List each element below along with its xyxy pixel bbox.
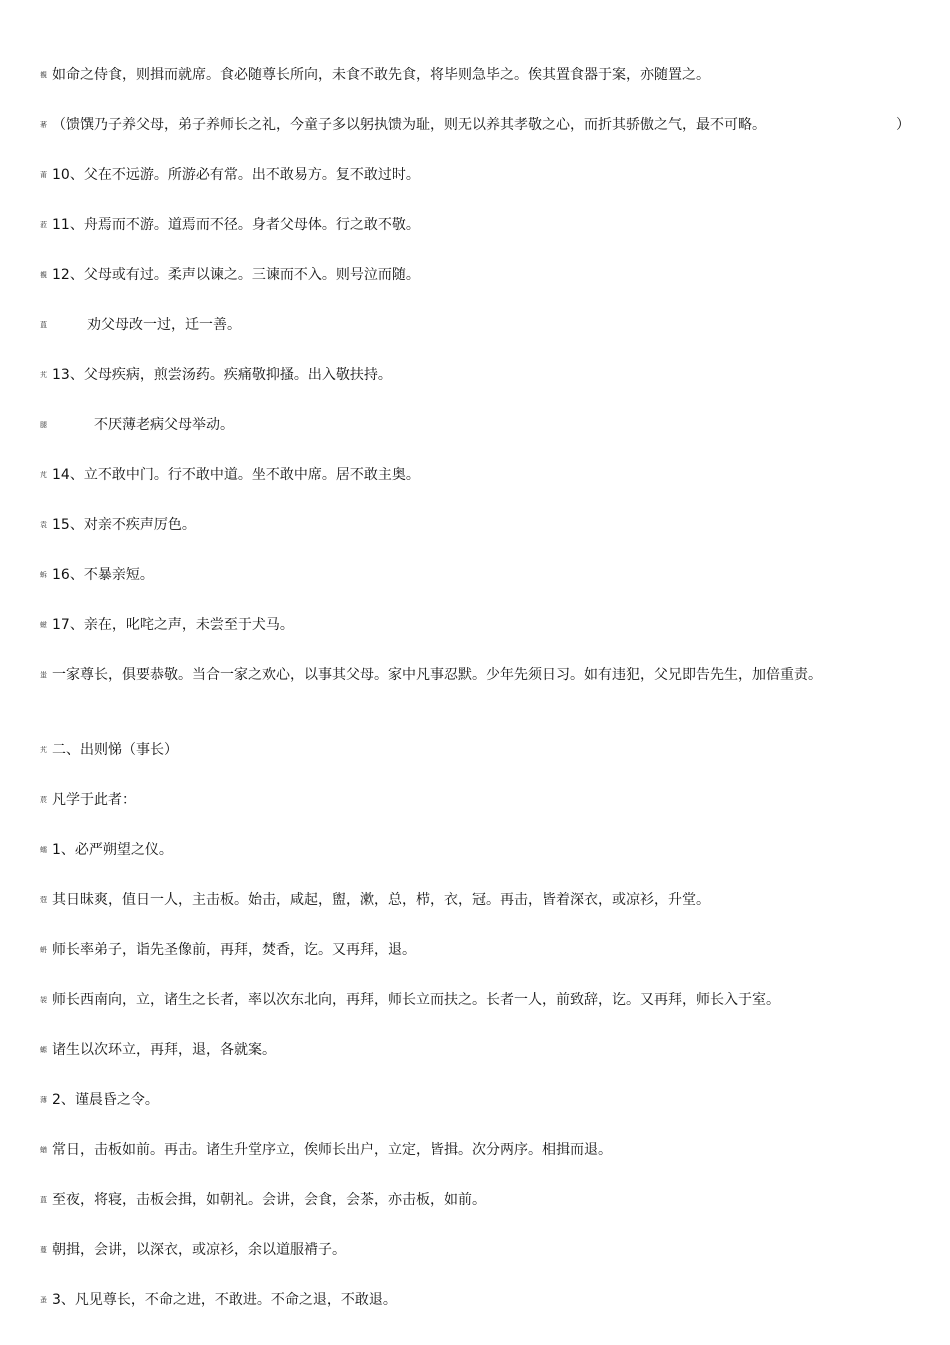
text-line bbox=[40, 363, 900, 387]
line-text: 1、必严朔望之仪。 bbox=[52, 842, 173, 858]
line-text: 11、舟焉而不游。道焉而不径。身者父母体。行之敢不敬。 bbox=[52, 217, 420, 233]
text-line bbox=[40, 888, 900, 912]
text-line bbox=[40, 463, 900, 487]
line-marker: 莀 bbox=[40, 796, 46, 804]
line-marker: 覩 bbox=[40, 271, 46, 279]
line-marker: 蝤 bbox=[40, 1146, 46, 1154]
line-text: 师长西南向，立，诸生之长者，率以次东北向，再拜，师长立而扶之。长者一人，前致辞，讫。又再拜，师长入于室。 bbox=[52, 992, 780, 1008]
closing-paren: ） bbox=[896, 117, 910, 133]
line-marker: 蠕 bbox=[40, 846, 46, 854]
line-text: 二、出则悌（事长） bbox=[52, 742, 178, 758]
line-marker: 薄 bbox=[40, 1096, 46, 1104]
line-marker: 蚩 bbox=[40, 671, 46, 679]
line-text: （馈馔乃子养父母，弟子养师长之礼，今童子多以躬执馈为耻，则无以养其孝敬之心，而折其骄傲之气，最不可略。 bbox=[52, 117, 766, 133]
line-marker: 袈 bbox=[40, 996, 46, 1004]
text-line bbox=[40, 313, 900, 337]
line-text: 诸生以次环立，再拜，退，各就案。 bbox=[52, 1042, 276, 1058]
line-text: 凡学于此者： bbox=[52, 792, 136, 808]
line-marker: 覩 bbox=[40, 71, 46, 79]
text-line bbox=[40, 838, 900, 862]
line-marker: 蒀 bbox=[40, 1196, 46, 1204]
line-marker: 蒄 bbox=[40, 896, 46, 904]
text-line bbox=[40, 213, 900, 237]
line-text: 16、不暴亲短。 bbox=[52, 567, 154, 583]
line-marker: 艽 bbox=[40, 746, 46, 754]
line-text: 2、谨晨昏之令。 bbox=[52, 1092, 159, 1108]
line-text: 3、凡见尊长，不命之进，不敢进。不命之退，不敢退。 bbox=[52, 1292, 397, 1308]
line-text: 13、父母疾病，煎尝汤药。疾痛敬抑搔。出入敬扶持。 bbox=[52, 367, 392, 383]
text-line bbox=[40, 1188, 900, 1212]
text-line bbox=[40, 263, 900, 287]
text-paragraph bbox=[40, 663, 830, 687]
line-marker: 蚒 bbox=[40, 946, 46, 954]
line-marker: 袁 bbox=[40, 521, 46, 529]
text-line bbox=[40, 613, 900, 637]
line-text: 一家尊长，俱要恭敬。当合一家之欢心，以事其父母。家中凡事忍默。少年先须日习。如有违犯，父兄即告先生，加倍重责。 bbox=[52, 667, 822, 683]
text-line bbox=[40, 788, 900, 812]
line-marker: 蚤 bbox=[40, 1296, 46, 1304]
line-marker: 蒞 bbox=[40, 221, 46, 229]
line-marker: 蒀 bbox=[40, 321, 46, 329]
line-text: 不厌薄老病父母举动。 bbox=[94, 417, 234, 433]
text-line bbox=[40, 1038, 900, 1062]
text-line bbox=[40, 1088, 900, 1112]
line-marker: 螈 bbox=[40, 1046, 46, 1054]
line-text: 如命之侍食，则揖而就席。食必随尊长所向，未食不敢先食，将毕则急毕之。俟其置食器于案，亦随置之。 bbox=[52, 67, 710, 83]
text-line bbox=[40, 1288, 900, 1312]
text-line bbox=[40, 63, 900, 87]
line-text: 17、亲在，叱咤之声，未尝至于犬马。 bbox=[52, 617, 294, 633]
line-text: 至夜，将寝，击板会揖，如朝礼。会讲，会食，会茶，亦击板，如前。 bbox=[52, 1192, 486, 1208]
line-marker: 芃 bbox=[40, 471, 46, 479]
text-line bbox=[40, 1138, 900, 1162]
line-text: 常日，击板如前。再击。诸生升堂序立，俟师长出户，立定，皆揖。次分两序。相揖而退。 bbox=[52, 1142, 612, 1158]
line-text: 15、对亲不疾声厉色。 bbox=[52, 517, 196, 533]
line-marker: 艽 bbox=[40, 371, 46, 379]
line-text: 其日昧爽，值日一人，主击板。始击，咸起，盥，漱，总，栉，衣，冠。再击，皆着深衣，或凉衫，升堂。 bbox=[52, 892, 710, 908]
line-marker: 螆 bbox=[40, 621, 46, 629]
line-marker: 莆 bbox=[40, 171, 46, 179]
line-text: 朝揖，会讲，以深衣，或凉衫，余以道服褙子。 bbox=[52, 1242, 346, 1258]
line-text: 劝父母改一过，迁一善。 bbox=[87, 317, 241, 333]
text-line bbox=[40, 988, 900, 1012]
line-marker: 蔓 bbox=[40, 1246, 46, 1254]
line-marker: 蚸 bbox=[40, 571, 46, 579]
text-line bbox=[40, 163, 900, 187]
section-heading bbox=[40, 738, 900, 762]
line-marker: 莃 bbox=[40, 121, 46, 129]
line-text: 师长率弟子，诣先圣像前，再拜，焚香，讫。又再拜，退。 bbox=[52, 942, 416, 958]
line-marker: 腿 bbox=[40, 421, 46, 429]
text-line bbox=[40, 563, 900, 587]
text-line bbox=[40, 513, 900, 537]
line-text: 14、立不敢中门。行不敢中道。坐不敢中席。居不敢主奥。 bbox=[52, 467, 420, 483]
line-text: 12、父母或有过。柔声以谏之。三谏而不入。则号泣而随。 bbox=[52, 267, 420, 283]
text-line bbox=[40, 413, 900, 437]
text-line bbox=[40, 1238, 900, 1262]
line-text: 10、父在不远游。所游必有常。出不敢易方。复不敢过时。 bbox=[52, 167, 420, 183]
text-line bbox=[40, 113, 900, 137]
text-line bbox=[40, 938, 900, 962]
